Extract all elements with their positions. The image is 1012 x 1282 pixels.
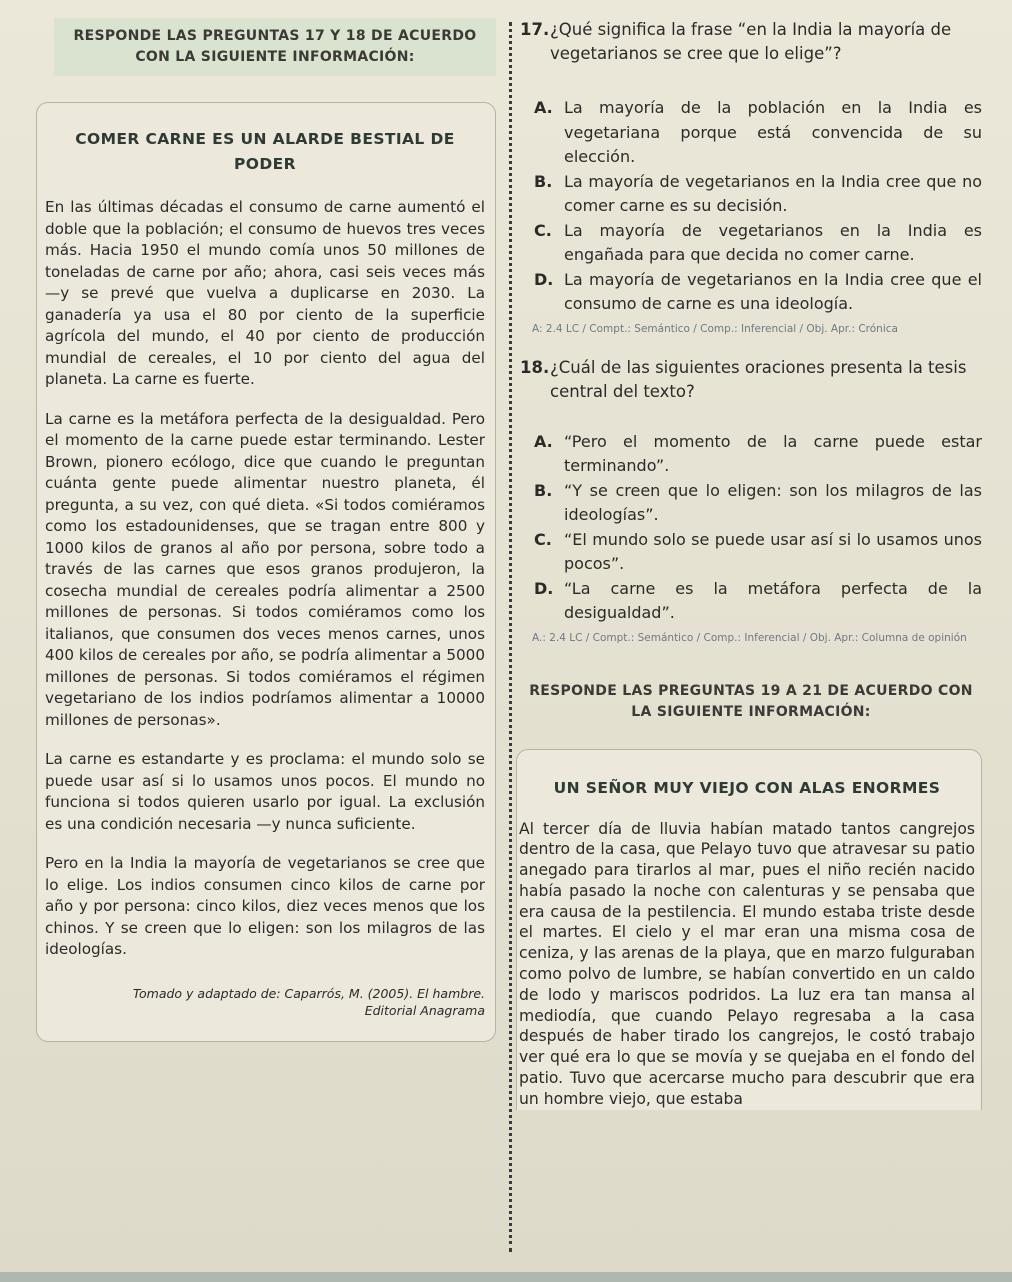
- article-comer-carne: [36, 102, 496, 1042]
- option-letter: B.: [534, 171, 553, 191]
- story-paragraph: Al tercer día de lluvia habían matado tantos cangrejos dentro de la casa, que Pelayo tuvo que atravesar su patio anegado para tirarlos al mar, pues el niño recién nacido había pasado la noche con calenturas y se pensaba que era causa de la pestilencia. El mundo estaba triste desde el martes. El cielo y el mar eran una misma cosa de ceniza, y las arenas de la playa, que en marzo fulguraban como polvo de lumbre, se habían convertido en un caldo de lodo y mariscos podridos. La luz era tan mansa al mediodía, que cuando Pelayo regresaba a la casa después de haber tirado los cangrejos, le costó trabajo ver qué era lo que se movía y se quejaba en el fondo del patio. Tuvo que acercarse mucho para descubrir que era un hombre viejo, que estaba: [519, 819, 975, 1108]
- option-letter: B.: [534, 480, 553, 500]
- article-paragraph-4: Pero en la India la mayoría de vegetarianos se cree que lo elige. Los indios consumen cinco kilos de carne por año y por persona: cinco kilos, diez veces menos que los chinos. Y se creen que lo eligen: son los milagros de las ideologías.: [45, 854, 485, 958]
- option-text: “El mundo solo se puede usar así si lo usamos unos pocos”.: [564, 529, 982, 573]
- option-text: “Y se creen que lo eligen: son los milagros de las ideologías”.: [564, 480, 982, 524]
- q18-option-d[interactable]: [520, 577, 982, 626]
- option-text: La mayoría de vegetarianos en la India cree que no comer carne es su decisión.: [564, 171, 982, 215]
- q17-option-a[interactable]: [520, 96, 982, 170]
- question-18: [520, 356, 982, 645]
- q17-meta: A: 2.4 LC / Compt.: Semántico / Comp.: Inferencial / Obj. Apr.: Crónica: [532, 322, 898, 335]
- option-letter: A.: [534, 431, 553, 451]
- article-paragraph-2: La carne es la metáfora perfecta de la desigualdad. Pero el momento de la carne puede estar terminando. Lester Brown, pionero ecólogo, dice que cuando le preguntan cuánta gente puede alimentar nuestro planeta, él pregunta, a su vez, con qué dieta. «Si todos comiéramos como los estadounidenses, que se tragan entre 800 y 1000 kilos de granos al año por persona, sobre todo a través de las carnes que esos granos produjeron, la cosecha mundial de cereales podría alimentar a 2500 millones de personas. Si todos comiéramos como los italianos, que consumen dos veces menos carnes, unos 400 kilos de cereales por año, se podría alimentar a 5000 millones de personas. Si todos comiéramos el régimen vegetariano de los indios podríamos alimentar a 10000 millones de personas».: [45, 409, 485, 729]
- right-column: [520, 18, 982, 1110]
- instructions-header-17-18: RESPONDE LAS PREGUNTAS 17 Y 18 DE ACUERDO CON LA SIGUIENTE INFORMACIÓN:: [54, 18, 496, 76]
- question-18-text: ¿Cuál de las siguientes oraciones presenta la tesis central del texto?: [550, 357, 967, 401]
- article2-title: UN SEÑOR MUY VIEJO CON ALAS ENORMES: [553, 778, 941, 797]
- question-17-number: 17.: [520, 20, 550, 39]
- option-text: “La carne es la metáfora perfecta de la desigualdad”.: [564, 578, 982, 622]
- question-17: [520, 18, 982, 336]
- q18-option-c[interactable]: [520, 528, 982, 577]
- article-paragraph-1: En las últimas décadas el consumo de carne aumentó el doble que la población; el consumo de huevos tres veces más. Hacia 1950 el mundo comía unos 50 millones de toneladas de carne por año; ahora, casi seis veces más —y se prevé que vuelva a duplicarse en 2030. La ganadería ya usa el 80 por ciento de la superficie agrícola del mundo, el 40 por ciento de producción mundial de cereales, el 10 por ciento del agua del planeta. La carne es fuerte.: [45, 198, 485, 388]
- option-letter: D.: [534, 578, 554, 598]
- option-letter: C.: [534, 220, 552, 240]
- q18-meta: A.: 2.4 LC / Compt.: Semántico / Comp.: Inferencial / Obj. Apr.: Columna de opinión: [532, 631, 967, 644]
- instructions-header-19-21: RESPONDE LAS PREGUNTAS 19 A 21 DE ACUERDO CON LA SIGUIENTE INFORMACIÓN:: [529, 682, 973, 720]
- option-letter: A.: [534, 98, 553, 117]
- q18-option-a[interactable]: [520, 430, 982, 479]
- option-text: La mayoría de vegetarianos en la India es engañada para que decida no comer carne.: [564, 220, 982, 264]
- q17-option-c[interactable]: [520, 219, 982, 268]
- column-divider: [509, 22, 512, 1252]
- source-line-2: Editorial Anagrama: [364, 1002, 485, 1018]
- article-senor-viejo: [516, 749, 982, 1110]
- question-18-number: 18.: [520, 357, 550, 377]
- article-title: COMER CARNE ES UN ALARDE BESTIAL DE PODER: [75, 130, 455, 173]
- q17-option-d[interactable]: [520, 268, 982, 317]
- option-text: “Pero el momento de la carne puede estar terminando”.: [564, 431, 982, 475]
- option-letter: D.: [534, 269, 554, 289]
- left-column: [36, 18, 496, 1042]
- q17-option-b[interactable]: [520, 170, 982, 219]
- question-17-text: ¿Qué significa la frase “en la India la mayoría de vegetarianos se cree que lo elige”?: [550, 20, 952, 63]
- q18-option-b[interactable]: [520, 479, 982, 528]
- bottom-edge: [0, 1272, 1012, 1282]
- article-paragraph-3: La carne es estandarte y es proclama: el mundo solo se puede usar así si lo usamos unos pocos. El mundo no funciona si todos quieren usarlo por igual. La exclusión es una condición necesaria —y nunca suficiente.: [45, 750, 485, 833]
- article-source: [45, 985, 485, 1019]
- option-text: La mayoría de vegetarianos en la India cree que el consumo de carne es una ideología.: [564, 269, 982, 313]
- source-line-1: Tomado y adaptado de: Caparrós, M. (2005). El hambre.: [132, 985, 485, 1001]
- option-text: La mayoría de la población en la India es vegetariana porque está convencida de su elección.: [564, 98, 982, 166]
- option-letter: C.: [534, 529, 552, 549]
